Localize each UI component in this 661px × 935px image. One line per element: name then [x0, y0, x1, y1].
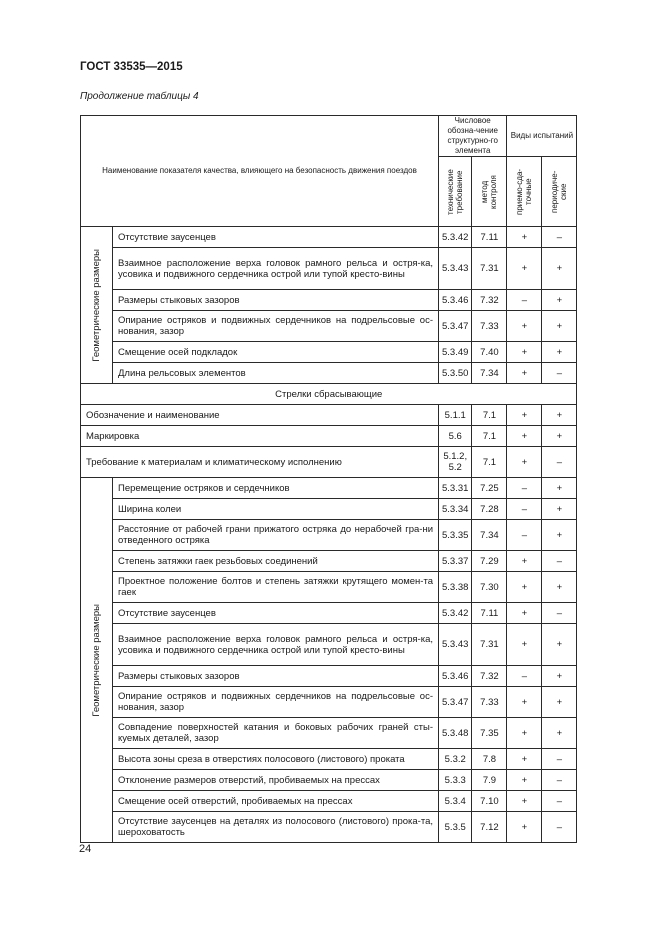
group-label-geometric-1 [81, 227, 113, 384]
row-method: 7.29 [472, 551, 507, 572]
table-row [81, 478, 577, 499]
row-name: Совпадение поверхностей катания и боковых рабочих граней сты-куемых деталей, зазор [113, 718, 439, 749]
row-requirement: 5.1.1 [439, 405, 472, 426]
row-name: Отсутствие заусенцев на деталях из полосового (листового) прока-та, шероховатость [113, 812, 439, 843]
row-method: 7.31 [472, 624, 507, 666]
row-method: 7.8 [472, 749, 507, 770]
table-row [81, 426, 577, 447]
row-requirement: 5.3.35 [439, 520, 472, 551]
row-periodic: + [542, 572, 577, 603]
header-control-method [472, 157, 507, 227]
row-name: Высота зоны среза в отверстиях полосового (листового) проката [113, 749, 439, 770]
row-acceptance: + [507, 551, 542, 572]
row-periodic: + [542, 342, 577, 363]
row-acceptance: + [507, 572, 542, 603]
header-acceptance [507, 157, 542, 227]
row-method: 7.30 [472, 572, 507, 603]
row-periodic: – [542, 812, 577, 843]
row-periodic: – [542, 551, 577, 572]
row-name: Опирание остряков и подвижных сердечников на подрельсовые ос-нования, зазор [113, 687, 439, 718]
row-method: 7.12 [472, 812, 507, 843]
row-method: 7.31 [472, 248, 507, 290]
header-technical-requirement [439, 157, 472, 227]
row-acceptance: + [507, 791, 542, 812]
row-name: Проектное положение болтов и степень затяжки крутящего момен-та гаек [113, 572, 439, 603]
row-acceptance: – [507, 290, 542, 311]
row-name: Отклонение размеров отверстий, пробиваемых на прессах [113, 770, 439, 791]
row-requirement: 5.3.34 [439, 499, 472, 520]
section-title: Стрелки сбрасывающие [81, 384, 577, 405]
table-row [81, 551, 577, 572]
row-method: 7.28 [472, 499, 507, 520]
row-name: Размеры стыковых зазоров [113, 666, 439, 687]
row-requirement: 5.3.43 [439, 624, 472, 666]
header-control-method-text: метод контроля [480, 174, 499, 209]
row-requirement: 5.3.4 [439, 791, 472, 812]
row-requirement: 5.3.49 [439, 342, 472, 363]
table-row [81, 499, 577, 520]
row-method: 7.1 [472, 447, 507, 478]
row-periodic: – [542, 791, 577, 812]
table-row [81, 405, 577, 426]
row-requirement: 5.3.50 [439, 363, 472, 384]
row-name: Смещение осей подкладок [113, 342, 439, 363]
row-acceptance: – [507, 499, 542, 520]
row-name: Степень затяжки гаек резьбовых соединений [113, 551, 439, 572]
row-requirement: 5.3.38 [439, 572, 472, 603]
row-acceptance: + [507, 718, 542, 749]
row-acceptance: + [507, 749, 542, 770]
row-name: Отсутствие заусенцев [113, 603, 439, 624]
table-row [81, 447, 577, 478]
row-acceptance: + [507, 687, 542, 718]
header-test-types: Виды испытаний [507, 116, 577, 157]
row-name: Длина рельсовых элементов [113, 363, 439, 384]
table-row [81, 572, 577, 603]
table-row [81, 227, 577, 248]
header-acceptance-text: приемо-сда-точные [515, 168, 534, 215]
row-name: Отсутствие заусенцев [113, 227, 439, 248]
table-row [81, 812, 577, 843]
row-name: Обозначение и наименование [81, 405, 439, 426]
row-name: Взаимное расположение верха головок рамного рельса и остря-ка, усовика и подвижного сердечника острой или тупой кресто-вины [113, 624, 439, 666]
row-requirement: 5.1.2, 5.2 [439, 447, 472, 478]
row-periodic: – [542, 227, 577, 248]
row-acceptance: + [507, 363, 542, 384]
row-requirement: 5.3.3 [439, 770, 472, 791]
row-acceptance: + [507, 405, 542, 426]
row-name: Требование к материалам и климатическому исполнению [81, 447, 439, 478]
table-row [81, 666, 577, 687]
row-name: Опирание остряков и подвижных сердечников на подрельсовые ос-нования, зазор [113, 311, 439, 342]
row-method: 7.32 [472, 666, 507, 687]
table-row [81, 342, 577, 363]
table-row [81, 248, 577, 290]
row-periodic: – [542, 447, 577, 478]
row-periodic: + [542, 426, 577, 447]
row-acceptance: + [507, 248, 542, 290]
table-row [81, 520, 577, 551]
row-name: Маркировка [81, 426, 439, 447]
row-method: 7.33 [472, 311, 507, 342]
row-acceptance: + [507, 603, 542, 624]
row-acceptance: + [507, 447, 542, 478]
table-row [81, 290, 577, 311]
header-periodic-text: периодиче-ские [550, 170, 569, 213]
table-row [81, 687, 577, 718]
row-name: Смещение осей отверстий, пробиваемых на прессах [113, 791, 439, 812]
table-row [81, 624, 577, 666]
row-periodic: + [542, 499, 577, 520]
group-label-geometric-2-text: Геометрические размеры [91, 603, 102, 717]
row-method: 7.9 [472, 770, 507, 791]
row-method: 7.32 [472, 290, 507, 311]
group-label-geometric-1-text: Геометрические размеры [91, 248, 102, 362]
row-method: 7.40 [472, 342, 507, 363]
row-method: 7.25 [472, 478, 507, 499]
row-requirement: 5.3.46 [439, 666, 472, 687]
row-acceptance: + [507, 426, 542, 447]
row-periodic: + [542, 520, 577, 551]
row-acceptance: + [507, 770, 542, 791]
row-acceptance: – [507, 666, 542, 687]
row-name: Расстояние от рабочей грани прижатого остряка до нерабочей гра-ни отведенного остряка [113, 520, 439, 551]
row-method: 7.34 [472, 363, 507, 384]
row-periodic: + [542, 624, 577, 666]
row-method: 7.35 [472, 718, 507, 749]
table-row [81, 770, 577, 791]
table-row [81, 363, 577, 384]
row-method: 7.11 [472, 227, 507, 248]
row-requirement: 5.3.31 [439, 478, 472, 499]
row-periodic: + [542, 248, 577, 290]
row-name: Перемещение остряков и сердечников [113, 478, 439, 499]
row-method: 7.1 [472, 405, 507, 426]
standard-title: ГОСТ 33535—2015 [80, 61, 183, 73]
row-name: Размеры стыковых зазоров [113, 290, 439, 311]
table-row [81, 311, 577, 342]
row-periodic: + [542, 405, 577, 426]
row-acceptance: + [507, 624, 542, 666]
row-acceptance: + [507, 812, 542, 843]
table-row [81, 718, 577, 749]
row-requirement: 5.3.42 [439, 603, 472, 624]
row-method: 7.33 [472, 687, 507, 718]
table-row [81, 791, 577, 812]
header-periodic [542, 157, 577, 227]
row-periodic: + [542, 478, 577, 499]
row-requirement: 5.6 [439, 426, 472, 447]
row-periodic: – [542, 770, 577, 791]
row-requirement: 5.3.37 [439, 551, 472, 572]
row-requirement: 5.3.43 [439, 248, 472, 290]
row-method: 7.11 [472, 603, 507, 624]
table-row [81, 749, 577, 770]
section-row [81, 384, 577, 405]
header-indicator-name [81, 116, 439, 227]
group-label-geometric-2 [81, 478, 113, 843]
row-requirement: 5.3.47 [439, 687, 472, 718]
row-periodic: – [542, 363, 577, 384]
row-name: Ширина колеи [113, 499, 439, 520]
table-continuation-label: Продолжение таблицы 4 [80, 91, 199, 102]
table-row [81, 603, 577, 624]
row-acceptance: + [507, 227, 542, 248]
row-periodic: – [542, 749, 577, 770]
row-acceptance: – [507, 478, 542, 499]
row-acceptance: – [507, 520, 542, 551]
page-number: 24 [79, 843, 92, 855]
row-method: 7.34 [472, 520, 507, 551]
row-periodic: + [542, 718, 577, 749]
row-requirement: 5.3.42 [439, 227, 472, 248]
header-indicator-name-text: Наименование показателя качества, влияющего на безопасность движения поездов [102, 166, 417, 175]
row-requirement: 5.3.46 [439, 290, 472, 311]
header-technical-requirement-text: технические требование [446, 168, 465, 215]
row-acceptance: + [507, 311, 542, 342]
row-periodic: + [542, 311, 577, 342]
row-periodic: – [542, 603, 577, 624]
header-numeric-designation: Числовое обозна-чение структурно-го элемента [439, 116, 507, 157]
row-requirement: 5.3.48 [439, 718, 472, 749]
row-requirement: 5.3.47 [439, 311, 472, 342]
row-name: Взаимное расположение верха головок рамного рельса и остря-ка, усовика и подвижного сердечника острой или тупой кресто-вины [113, 248, 439, 290]
row-requirement: 5.3.5 [439, 812, 472, 843]
row-requirement: 5.3.2 [439, 749, 472, 770]
row-periodic: + [542, 290, 577, 311]
row-periodic: + [542, 687, 577, 718]
row-method: 7.1 [472, 426, 507, 447]
row-periodic: + [542, 666, 577, 687]
requirements-table [80, 115, 577, 843]
row-acceptance: + [507, 342, 542, 363]
row-method: 7.10 [472, 791, 507, 812]
